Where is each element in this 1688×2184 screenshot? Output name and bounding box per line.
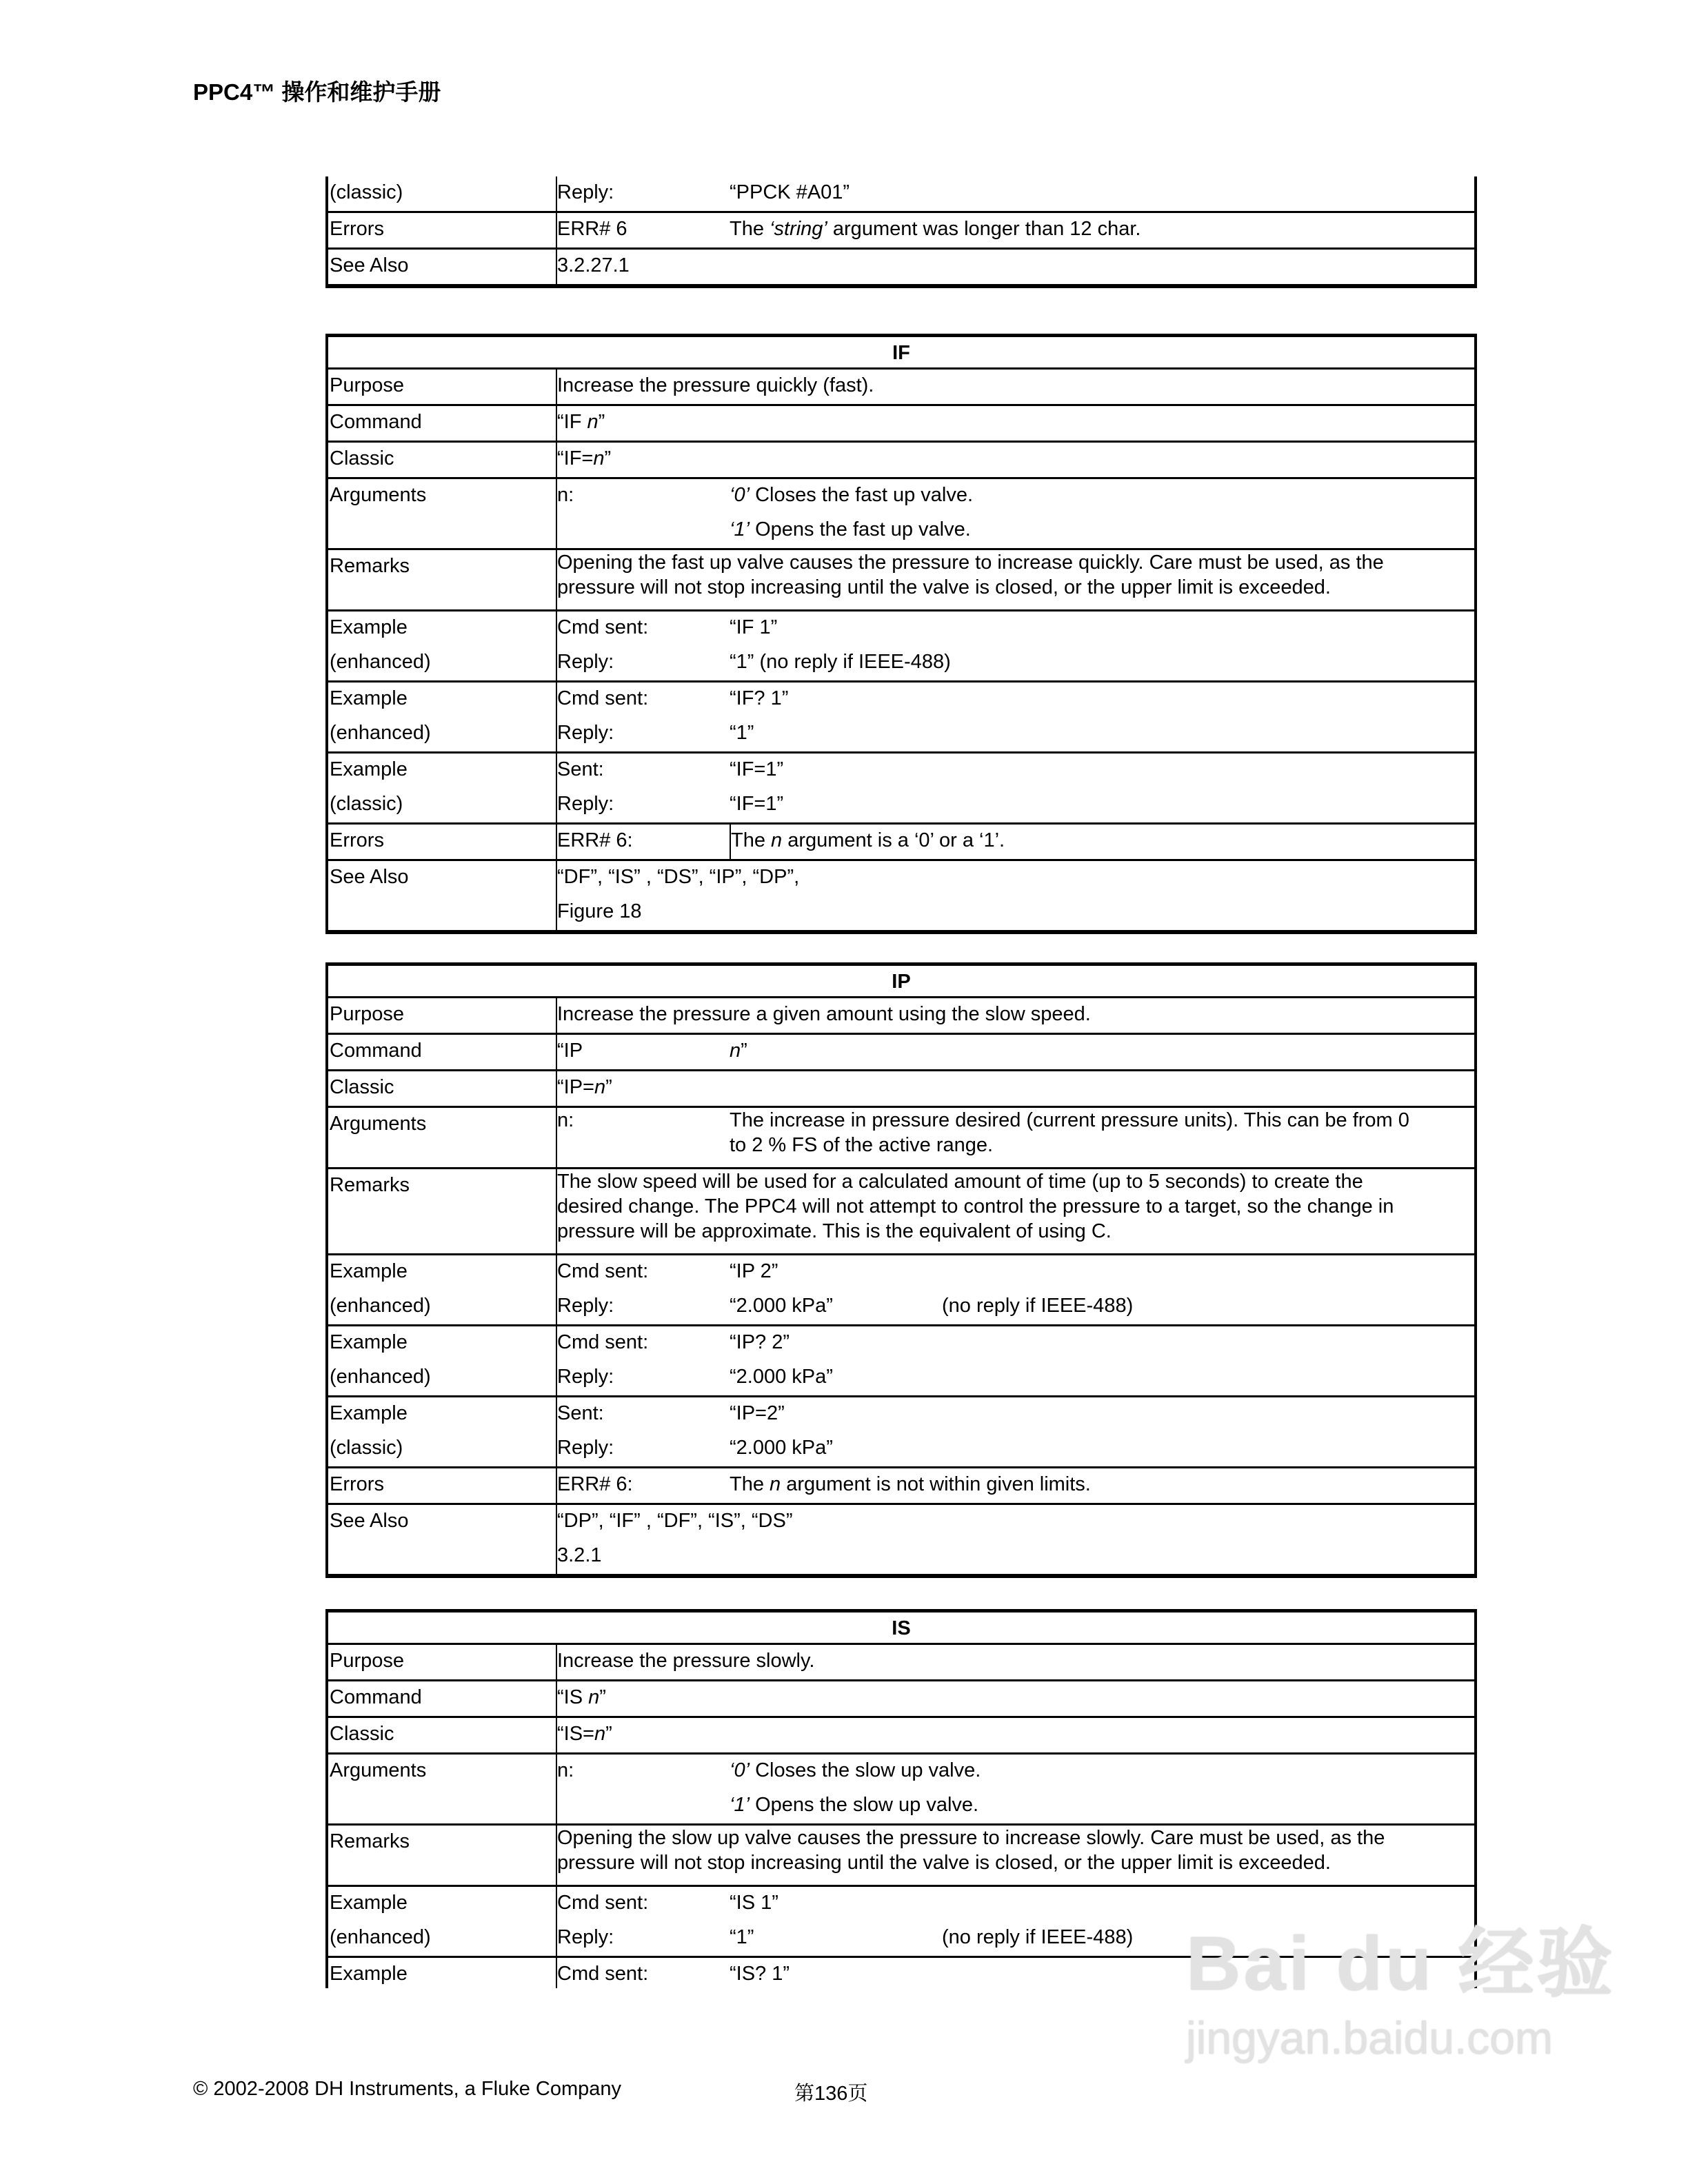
row-content	[556, 176, 1474, 211]
content-key: Reply:	[557, 1295, 614, 1317]
text-run: ”	[598, 411, 605, 433]
row-label-line: (enhanced)	[330, 722, 431, 744]
italic-text-run: n	[594, 1723, 606, 1745]
row-label-line: Remarks	[330, 555, 410, 577]
text-run: argument is not within given limits.	[781, 1473, 1091, 1495]
content-line	[557, 1397, 1474, 1432]
row-content	[556, 1255, 1474, 1324]
row-label-line: Example	[330, 758, 408, 780]
content-key: Reply:	[557, 1926, 614, 1948]
argument-name: n:	[557, 1109, 574, 1131]
row-paragraph	[557, 1169, 1474, 1253]
text-run: ”	[599, 1686, 606, 1708]
row-label-line: (classic)	[330, 1437, 403, 1459]
row-content	[556, 1681, 1474, 1716]
argument-description: The increase in pressure desired (current pressure units). This can be from 0	[730, 1109, 1409, 1131]
content-line	[557, 514, 1474, 548]
table-title: IP	[892, 971, 911, 993]
italic-text-run: n	[593, 447, 605, 469]
row-content	[556, 479, 1474, 548]
table-row	[328, 441, 1474, 477]
row-label	[328, 825, 556, 859]
row-label-line: (classic)	[330, 793, 403, 815]
row-content	[556, 611, 1474, 680]
row-content	[556, 370, 1474, 404]
text-run: Opens the fast up valve.	[750, 518, 971, 540]
row-content	[556, 550, 1474, 609]
content-value: Increase the pressure a given amount using the slow speed.	[557, 1003, 1091, 1025]
table-row	[328, 1106, 1474, 1167]
table-title: IS	[892, 1617, 911, 1639]
row-label	[328, 1397, 556, 1466]
content-value	[730, 1755, 1474, 1789]
italic-text-run: n	[588, 1686, 600, 1708]
footer-page-number: 第136页	[794, 2083, 868, 2105]
content-key	[557, 1789, 730, 1823]
row-label	[328, 550, 556, 609]
paragraph-line: pressure will not stop increasing until the valve is closed, or the upper limit is exceeded.	[557, 1852, 1331, 1874]
table-row	[328, 1253, 1474, 1324]
italic-text-run: ‘1’	[730, 1794, 750, 1816]
content-key: Reply:	[557, 722, 614, 744]
row-label-line: Example	[330, 687, 408, 709]
text-run: “IP=	[557, 1076, 594, 1098]
content-line	[557, 1290, 1474, 1324]
content-value	[730, 213, 1474, 247]
row-paragraph	[557, 1826, 1474, 1885]
table-row	[328, 751, 1474, 822]
row-content	[556, 861, 1474, 930]
content-value: Increase the pressure quickly (fast).	[557, 374, 874, 396]
content-value: “IS 1”	[730, 1892, 778, 1914]
content-line	[557, 788, 1474, 822]
table-row	[328, 1716, 1474, 1752]
row-label-line: (enhanced)	[330, 1926, 431, 1948]
table-row	[328, 1033, 1474, 1069]
row-label-line: (classic)	[330, 181, 403, 203]
table-row	[328, 1679, 1474, 1716]
content-value: “IP=2”	[730, 1402, 785, 1424]
row-content	[556, 406, 1474, 441]
row-label	[328, 1035, 556, 1069]
content-line	[557, 1432, 1474, 1466]
content-line	[557, 1755, 1474, 1789]
row-content	[556, 1645, 1474, 1679]
row-label-line: Example	[330, 1402, 408, 1424]
row-label-line: See Also	[330, 254, 409, 276]
row-label-line: Arguments	[330, 1759, 427, 1781]
row-label	[328, 1755, 556, 1823]
row-label-line: See Also	[330, 1510, 409, 1532]
row-content	[556, 443, 1474, 477]
content-key: Reply:	[557, 793, 614, 815]
paragraph-line: pressure will be approximate. This is the equivalent of using C.	[557, 1220, 1112, 1242]
text-run: Closes the slow up valve.	[750, 1759, 981, 1781]
text-run: The	[731, 829, 772, 851]
row-label-line: Classic	[330, 447, 394, 469]
content-value: “2.000 kPa”	[730, 1437, 833, 1459]
table-row	[328, 1466, 1474, 1503]
row-content	[556, 1035, 1474, 1069]
content-key: “IP	[557, 1040, 583, 1062]
content-value	[557, 1681, 1474, 1716]
table-row	[328, 548, 1474, 609]
italic-text-run: ‘string’	[770, 218, 827, 240]
content-line	[557, 1718, 1474, 1752]
content-key: Cmd sent:	[557, 1892, 649, 1914]
content-value	[557, 1071, 1474, 1106]
watermark-url: jingyan.baidu.com	[1186, 2012, 1553, 2063]
row-label-line: Example	[330, 1331, 408, 1353]
row-label-line: (enhanced)	[330, 1295, 431, 1317]
content-line	[557, 998, 1474, 1033]
content-line	[557, 861, 1474, 896]
content-key: Reply:	[557, 181, 614, 203]
table-row	[328, 247, 1474, 284]
row-label	[328, 1718, 556, 1752]
table-row	[328, 477, 1474, 548]
row-content	[556, 250, 1474, 284]
content-key: Reply:	[557, 651, 614, 673]
content-line	[557, 754, 1474, 788]
watermark-logo-text: Bai du 经验	[1186, 1921, 1616, 2006]
row-label	[328, 1645, 556, 1679]
content-value: “IF? 1”	[730, 687, 789, 709]
content-value: Figure 18	[557, 900, 642, 922]
content-key: Cmd sent:	[557, 687, 649, 709]
text-run: ”	[741, 1040, 747, 1062]
content-value	[557, 443, 1474, 477]
row-content	[556, 1468, 1474, 1503]
table-title: IF	[892, 342, 910, 364]
text-run: argument is a ‘0’ or a ‘1’.	[782, 829, 1005, 851]
row-label	[328, 1169, 556, 1253]
row-paragraph	[557, 550, 1474, 609]
content-line	[557, 250, 1474, 284]
content-value: “IF=1”	[730, 758, 784, 780]
row-label	[328, 682, 556, 751]
content-line	[557, 825, 1474, 859]
row-label	[328, 1505, 556, 1574]
row-label-line: Example	[330, 616, 408, 638]
content-key: n:	[557, 1759, 574, 1781]
content-value: 3.2.27.1	[557, 254, 630, 276]
content-value: “IS? 1”	[730, 1963, 790, 1985]
content-line	[557, 1789, 1474, 1823]
content-value	[730, 825, 1474, 859]
text-run: “IS=	[557, 1723, 594, 1745]
row-label-line: Purpose	[330, 1650, 405, 1672]
row-label	[328, 1826, 556, 1885]
row-paragraph	[557, 1108, 1474, 1167]
content-line	[557, 1468, 1474, 1503]
text-run: ”	[604, 447, 612, 469]
row-label	[328, 443, 556, 477]
table-row	[328, 1643, 1474, 1679]
row-content	[556, 1826, 1474, 1885]
content-key: Cmd sent:	[557, 1260, 649, 1282]
text-run: Closes the fast up valve.	[750, 484, 974, 506]
italic-text-run: ‘0’	[730, 1759, 750, 1781]
row-label-line: Command	[330, 1686, 422, 1708]
row-content	[556, 1755, 1474, 1823]
content-value	[730, 1789, 1474, 1823]
row-label	[328, 406, 556, 441]
table-row	[328, 1395, 1474, 1466]
row-label	[328, 1108, 556, 1167]
content-key	[557, 514, 730, 548]
content-key: ERR# 6:	[557, 1473, 633, 1495]
content-line	[557, 646, 1474, 680]
document-header-title: PPC4™ 操作和维护手册	[193, 79, 441, 105]
paragraph-line	[557, 1133, 1474, 1157]
content-key: Sent:	[557, 758, 604, 780]
content-line	[557, 406, 1474, 441]
row-content	[556, 1326, 1474, 1395]
row-label-line: Classic	[330, 1723, 394, 1745]
content-line	[557, 896, 1474, 930]
row-label	[328, 1255, 556, 1324]
row-label-line: Purpose	[330, 374, 405, 396]
row-label-line: Arguments	[330, 1113, 427, 1135]
row-label	[328, 213, 556, 247]
content-line	[557, 1255, 1474, 1290]
text-run: “IF=	[557, 447, 594, 469]
row-content	[556, 754, 1474, 822]
content-line	[557, 1071, 1474, 1106]
content-value: Increase the pressure slowly.	[557, 1650, 815, 1672]
row-label	[328, 176, 556, 211]
row-label	[328, 754, 556, 822]
content-line	[557, 717, 1474, 751]
content-value	[557, 406, 1474, 441]
content-line	[557, 370, 1474, 404]
row-label-line: Remarks	[330, 1174, 410, 1196]
row-label-line: Command	[330, 1040, 422, 1062]
content-value	[730, 514, 1474, 548]
row-label	[328, 998, 556, 1033]
italic-text-run: n	[594, 1076, 606, 1098]
text-run: Opens the slow up valve.	[750, 1794, 979, 1816]
content-line	[557, 682, 1474, 717]
italic-text-run: ‘1’	[730, 518, 750, 540]
table-row	[328, 176, 1474, 211]
command-table-if	[325, 334, 1477, 934]
row-content	[556, 682, 1474, 751]
row-content	[556, 1108, 1474, 1167]
argument-name	[557, 1133, 730, 1157]
content-value: “DF”, “IS” , “DS”, “IP”, “DP”,	[557, 866, 800, 888]
row-label-line: Remarks	[330, 1830, 410, 1852]
italic-text-run: n	[587, 411, 599, 433]
row-content	[556, 1505, 1474, 1574]
row-content	[556, 825, 1474, 859]
table-row	[328, 404, 1474, 441]
content-key: n:	[557, 484, 574, 506]
content-line	[557, 1361, 1474, 1395]
table-row	[328, 1324, 1474, 1395]
content-value: “IP? 2”	[730, 1331, 790, 1353]
row-label	[328, 1326, 556, 1395]
table-row	[328, 1069, 1474, 1106]
paragraph-line: pressure will not stop increasing until the valve is closed, or the upper limit is exceeded.	[557, 576, 1331, 598]
content-value	[557, 1718, 1474, 1752]
content-key: Reply:	[557, 1437, 614, 1459]
content-value: 3.2.1	[557, 1544, 602, 1566]
content-note: (no reply if IEEE-488)	[942, 1295, 1134, 1317]
content-value: “2.000 kPa”	[730, 1366, 833, 1388]
content-key: ERR# 6:	[557, 829, 633, 851]
content-value	[730, 479, 1474, 514]
text-run: The	[730, 218, 770, 240]
row-label-line: Classic	[330, 1076, 394, 1098]
row-label-line: Errors	[330, 218, 384, 240]
italic-text-run: ‘0’	[730, 484, 750, 506]
content-line	[557, 1539, 1474, 1574]
row-label	[328, 861, 556, 930]
content-value: “IF 1”	[730, 616, 778, 638]
text-run: ”	[605, 1723, 612, 1745]
text-run: “IF	[557, 411, 587, 433]
command-table-ip	[325, 962, 1477, 1578]
row-label	[328, 611, 556, 680]
row-label	[328, 1681, 556, 1716]
row-label-line: Example	[330, 1963, 408, 1985]
content-line	[557, 1505, 1474, 1539]
row-content	[556, 998, 1474, 1033]
content-key: Cmd sent:	[557, 616, 649, 638]
content-note: (no reply if IEEE-488)	[942, 1926, 1134, 1948]
content-value: “PPCK #A01”	[730, 181, 850, 203]
table-row	[328, 1503, 1474, 1574]
content-line	[557, 176, 1474, 211]
content-value: “DP”, “IF” , “DF”, “IS”, “DS”	[557, 1510, 793, 1532]
row-content	[556, 1397, 1474, 1466]
row-content	[556, 1071, 1474, 1106]
paragraph-line: Opening the fast up valve causes the pressure to increase quickly. Care must be used, as the	[557, 552, 1384, 574]
content-line	[557, 443, 1474, 477]
table-row	[328, 1167, 1474, 1253]
table-row	[328, 609, 1474, 680]
content-line	[557, 213, 1474, 247]
row-content	[556, 1169, 1474, 1253]
content-value	[730, 1035, 1474, 1069]
content-value: “1” (no reply if IEEE-488)	[730, 651, 951, 673]
content-line	[557, 1326, 1474, 1361]
table-row	[328, 859, 1474, 930]
row-label	[328, 250, 556, 284]
baidu-watermark-logo	[1186, 1903, 1616, 2064]
row-label	[328, 1468, 556, 1503]
row-label-line: Purpose	[330, 1003, 405, 1025]
row-label-line: Arguments	[330, 484, 427, 506]
table-row	[328, 1823, 1474, 1885]
text-run: The	[730, 1473, 770, 1495]
content-key: Reply:	[557, 1366, 614, 1388]
content-value: “2.000 kPa”	[730, 1295, 833, 1317]
content-line	[557, 479, 1474, 514]
content-line	[557, 611, 1474, 646]
paragraph-line	[557, 1108, 1474, 1133]
content-value	[730, 1468, 1474, 1503]
content-line	[557, 1645, 1474, 1679]
command-table-continued	[325, 176, 1477, 288]
row-label-line: Errors	[330, 829, 384, 851]
paragraph-line: desired change. The PPC4 will not attempt to control the pressure to a target, so the change in	[557, 1195, 1394, 1217]
paragraph-line: The slow speed will be used for a calculated amount of time (up to 5 seconds) to create the	[557, 1171, 1363, 1193]
row-label-line: Command	[330, 411, 422, 433]
table-row	[328, 680, 1474, 751]
row-label	[328, 479, 556, 548]
content-key: Sent:	[557, 1402, 604, 1424]
row-label	[328, 370, 556, 404]
row-label-line: See Also	[330, 866, 409, 888]
table-row	[328, 367, 1474, 404]
table-row	[328, 822, 1474, 859]
text-run: “IS	[557, 1686, 589, 1708]
table-row	[328, 1752, 1474, 1823]
row-label-line: (enhanced)	[330, 651, 431, 673]
content-key: ERR# 6	[557, 218, 627, 240]
row-label	[328, 1958, 556, 1988]
row-content	[556, 1718, 1474, 1752]
row-content	[556, 213, 1474, 247]
text-run: ”	[605, 1076, 612, 1098]
content-key: Cmd sent:	[557, 1331, 649, 1353]
table-row	[328, 996, 1474, 1033]
argument-description: to 2 % FS of the active range.	[730, 1134, 994, 1156]
row-label-line: Errors	[330, 1473, 384, 1495]
content-key: Cmd sent:	[557, 1963, 649, 1985]
italic-text-run: n	[771, 829, 783, 851]
content-value: “IF=1”	[730, 793, 784, 815]
row-label-line: (enhanced)	[330, 1366, 431, 1388]
table-row	[328, 211, 1474, 247]
content-value: “IP 2”	[730, 1260, 778, 1282]
content-line	[557, 1681, 1474, 1716]
row-label-line: Example	[330, 1892, 408, 1914]
italic-text-run: n	[770, 1473, 781, 1495]
paragraph-line: Opening the slow up valve causes the pressure to increase slowly. Care must be used, as the	[557, 1827, 1385, 1849]
italic-text-run: n	[730, 1040, 741, 1062]
row-label	[328, 1071, 556, 1106]
row-label-line: Example	[330, 1260, 408, 1282]
content-value: “1”	[730, 722, 754, 744]
text-run: argument was longer than 12 char.	[827, 218, 1141, 240]
content-value: “1”	[730, 1926, 754, 1948]
footer-copyright: © 2002-2008 DH Instruments, a Fluke Company	[193, 2078, 621, 2100]
row-label	[328, 1887, 556, 1956]
content-line	[557, 1035, 1474, 1069]
